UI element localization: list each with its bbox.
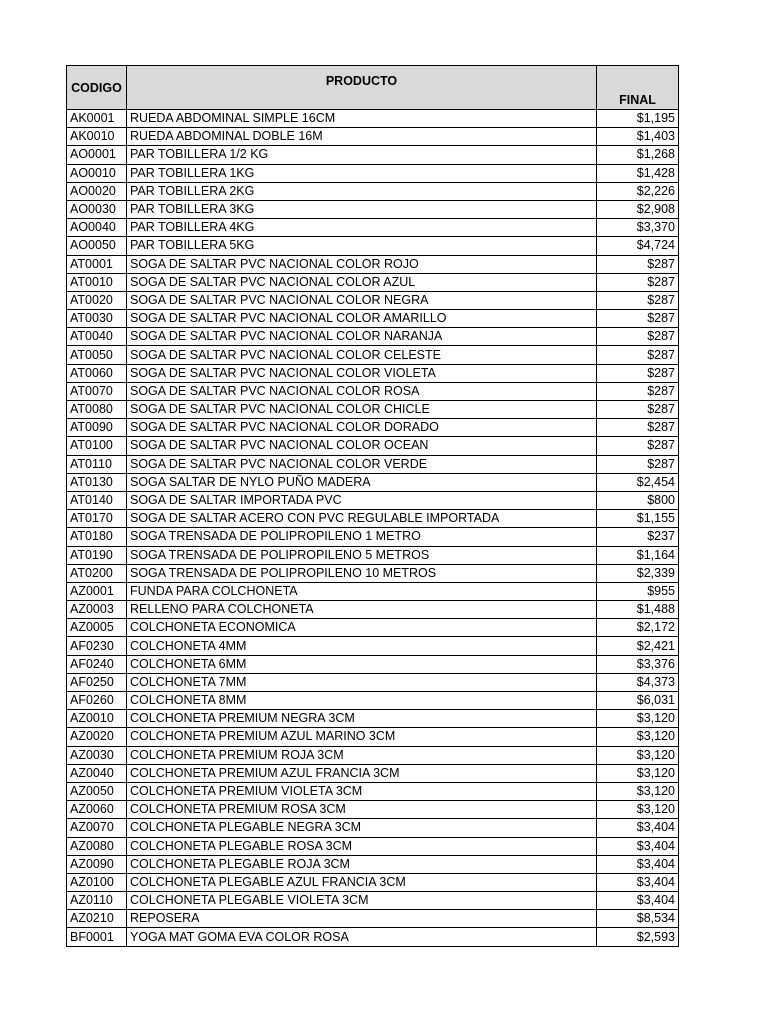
row-price: $1,195 xyxy=(597,110,679,128)
table-row xyxy=(67,564,679,582)
row-price: $287 xyxy=(597,382,679,400)
header-price: FINAL xyxy=(597,66,679,110)
table-row xyxy=(67,619,679,637)
table-row xyxy=(67,582,679,600)
table-row xyxy=(67,746,679,764)
row-code: AT0100 xyxy=(67,437,127,455)
row-product: COLCHONETA 8MM xyxy=(127,692,597,710)
row-price: $3,404 xyxy=(597,855,679,873)
row-product: COLCHONETA PREMIUM ROSA 3CM xyxy=(127,801,597,819)
table-row xyxy=(67,401,679,419)
row-product: COLCHONETA PLEGABLE VIOLETA 3CM xyxy=(127,892,597,910)
table-row xyxy=(67,291,679,309)
row-product: RELLENO PARA COLCHONETA xyxy=(127,601,597,619)
table-body xyxy=(67,110,679,947)
table-row xyxy=(67,855,679,873)
row-product: COLCHONETA PREMIUM VIOLETA 3CM xyxy=(127,782,597,800)
row-price: $1,403 xyxy=(597,128,679,146)
row-price: $287 xyxy=(597,273,679,291)
row-product: COLCHONETA PREMIUM AZUL FRANCIA 3CM xyxy=(127,764,597,782)
row-product: RUEDA ABDOMINAL SIMPLE 16CM xyxy=(127,110,597,128)
row-product: REPOSERA xyxy=(127,910,597,928)
row-product: YOGA MAT GOMA EVA COLOR ROSA xyxy=(127,928,597,946)
table-row xyxy=(67,710,679,728)
row-code: BF0001 xyxy=(67,928,127,946)
row-code: AT0080 xyxy=(67,401,127,419)
row-price: $955 xyxy=(597,582,679,600)
row-product: PAR TOBILLERA 1/2 KG xyxy=(127,146,597,164)
row-product: SOGA DE SALTAR PVC NACIONAL COLOR CELESTE xyxy=(127,346,597,364)
row-product: SOGA TRENSADA DE POLIPROPILENO 10 METROS xyxy=(127,564,597,582)
row-price: $3,404 xyxy=(597,873,679,891)
row-code: AT0070 xyxy=(67,382,127,400)
row-product: PAR TOBILLERA 2KG xyxy=(127,182,597,200)
row-code: AO0050 xyxy=(67,237,127,255)
row-product: COLCHONETA PLEGABLE ROSA 3CM xyxy=(127,837,597,855)
table-row xyxy=(67,128,679,146)
row-price: $2,908 xyxy=(597,200,679,218)
row-price: $3,120 xyxy=(597,746,679,764)
row-code: AT0090 xyxy=(67,419,127,437)
row-product: SOGA TRENSADA DE POLIPROPILENO 1 METRO xyxy=(127,528,597,546)
row-code: AO0030 xyxy=(67,200,127,218)
table-row xyxy=(67,491,679,509)
row-code: AT0140 xyxy=(67,491,127,509)
table-row xyxy=(67,146,679,164)
row-price: $3,404 xyxy=(597,819,679,837)
table-row xyxy=(67,728,679,746)
row-price: $3,120 xyxy=(597,801,679,819)
row-product: PAR TOBILLERA 1KG xyxy=(127,164,597,182)
row-code: AZ0080 xyxy=(67,837,127,855)
row-code: AZ0030 xyxy=(67,746,127,764)
row-code: AZ0040 xyxy=(67,764,127,782)
row-code: AT0110 xyxy=(67,455,127,473)
table-row xyxy=(67,382,679,400)
row-code: AT0180 xyxy=(67,528,127,546)
row-code: AO0020 xyxy=(67,182,127,200)
row-product: SOGA DE SALTAR PVC NACIONAL COLOR VERDE xyxy=(127,455,597,473)
header-product: PRODUCTO xyxy=(127,66,597,110)
table-header xyxy=(67,66,679,110)
table-row xyxy=(67,692,679,710)
table-row xyxy=(67,328,679,346)
row-product: COLCHONETA PREMIUM ROJA 3CM xyxy=(127,746,597,764)
row-price: $3,120 xyxy=(597,782,679,800)
row-code: AZ0210 xyxy=(67,910,127,928)
row-code: AO0010 xyxy=(67,164,127,182)
row-code: AF0260 xyxy=(67,692,127,710)
row-code: AT0060 xyxy=(67,364,127,382)
row-code: AT0001 xyxy=(67,255,127,273)
row-product: RUEDA ABDOMINAL DOBLE 16M xyxy=(127,128,597,146)
row-code: AZ0090 xyxy=(67,855,127,873)
row-product: PAR TOBILLERA 3KG xyxy=(127,200,597,218)
row-price: $287 xyxy=(597,401,679,419)
row-code: AO0001 xyxy=(67,146,127,164)
row-price: $4,724 xyxy=(597,237,679,255)
row-price: $2,454 xyxy=(597,473,679,491)
row-product: SOGA DE SALTAR PVC NACIONAL COLOR AMARILLO xyxy=(127,310,597,328)
row-code: AZ0070 xyxy=(67,819,127,837)
row-price: $1,164 xyxy=(597,546,679,564)
row-price: $237 xyxy=(597,528,679,546)
table-row xyxy=(67,819,679,837)
row-price: $287 xyxy=(597,346,679,364)
table-row xyxy=(67,164,679,182)
row-code: AK0001 xyxy=(67,110,127,128)
row-code: AZ0010 xyxy=(67,710,127,728)
row-product: SOGA DE SALTAR PVC NACIONAL COLOR NARANJA xyxy=(127,328,597,346)
row-price: $2,172 xyxy=(597,619,679,637)
row-product: COLCHONETA PLEGABLE AZUL FRANCIA 3CM xyxy=(127,873,597,891)
row-price: $2,421 xyxy=(597,637,679,655)
table-row xyxy=(67,601,679,619)
header-row xyxy=(67,66,679,110)
table-row xyxy=(67,637,679,655)
row-price: $287 xyxy=(597,255,679,273)
row-product: FUNDA PARA COLCHONETA xyxy=(127,582,597,600)
row-code: AT0130 xyxy=(67,473,127,491)
table-row xyxy=(67,455,679,473)
row-product: COLCHONETA 4MM xyxy=(127,637,597,655)
row-code: AT0190 xyxy=(67,546,127,564)
row-price: $287 xyxy=(597,419,679,437)
row-product: SOGA DE SALTAR ACERO CON PVC REGULABLE IMPORTADA xyxy=(127,510,597,528)
row-code: AZ0005 xyxy=(67,619,127,637)
row-product: SOGA DE SALTAR PVC NACIONAL COLOR NEGRA xyxy=(127,291,597,309)
table-row xyxy=(67,110,679,128)
row-price: $3,120 xyxy=(597,710,679,728)
row-product: COLCHONETA PREMIUM AZUL MARINO 3CM xyxy=(127,728,597,746)
row-product: SOGA DE SALTAR PVC NACIONAL COLOR CHICLE xyxy=(127,401,597,419)
row-product: SOGA TRENSADA DE POLIPROPILENO 5 METROS xyxy=(127,546,597,564)
row-code: AF0250 xyxy=(67,673,127,691)
table-row xyxy=(67,928,679,946)
table-row xyxy=(67,801,679,819)
row-price: $1,428 xyxy=(597,164,679,182)
table-row xyxy=(67,655,679,673)
row-code: AT0170 xyxy=(67,510,127,528)
row-price: $6,031 xyxy=(597,692,679,710)
row-product: PAR TOBILLERA 5KG xyxy=(127,237,597,255)
row-code: AT0200 xyxy=(67,564,127,582)
row-product: COLCHONETA PLEGABLE NEGRA 3CM xyxy=(127,819,597,837)
row-price: $287 xyxy=(597,364,679,382)
row-code: AK0010 xyxy=(67,128,127,146)
table-row xyxy=(67,364,679,382)
row-product: SOGA DE SALTAR IMPORTADA PVC xyxy=(127,491,597,509)
row-product: COLCHONETA PREMIUM NEGRA 3CM xyxy=(127,710,597,728)
row-price: $3,404 xyxy=(597,892,679,910)
row-code: AZ0060 xyxy=(67,801,127,819)
row-price: $1,488 xyxy=(597,601,679,619)
row-product: SOGA SALTAR DE NYLO PUÑO MADERA xyxy=(127,473,597,491)
row-price: $3,376 xyxy=(597,655,679,673)
row-price: $3,370 xyxy=(597,219,679,237)
row-code: AT0050 xyxy=(67,346,127,364)
row-price: $287 xyxy=(597,310,679,328)
table-row xyxy=(67,182,679,200)
table-row xyxy=(67,673,679,691)
row-code: AF0230 xyxy=(67,637,127,655)
table-row xyxy=(67,219,679,237)
row-product: SOGA DE SALTAR PVC NACIONAL COLOR VIOLETA xyxy=(127,364,597,382)
row-price: $287 xyxy=(597,437,679,455)
row-code: AF0240 xyxy=(67,655,127,673)
table-row xyxy=(67,764,679,782)
row-price: $8,534 xyxy=(597,910,679,928)
row-price: $3,404 xyxy=(597,837,679,855)
table-row xyxy=(67,255,679,273)
table-row xyxy=(67,892,679,910)
row-price: $2,226 xyxy=(597,182,679,200)
row-code: AZ0001 xyxy=(67,582,127,600)
row-price: $800 xyxy=(597,491,679,509)
table-row xyxy=(67,273,679,291)
row-price: $287 xyxy=(597,328,679,346)
row-price: $2,593 xyxy=(597,928,679,946)
table-row xyxy=(67,873,679,891)
row-product: SOGA DE SALTAR PVC NACIONAL COLOR AZUL xyxy=(127,273,597,291)
table-row xyxy=(67,782,679,800)
row-price: $2,339 xyxy=(597,564,679,582)
row-price: $3,120 xyxy=(597,728,679,746)
row-code: AO0040 xyxy=(67,219,127,237)
table-row xyxy=(67,473,679,491)
row-product: SOGA DE SALTAR PVC NACIONAL COLOR ROJO xyxy=(127,255,597,273)
row-product: PAR TOBILLERA 4KG xyxy=(127,219,597,237)
row-product: COLCHONETA 7MM xyxy=(127,673,597,691)
price-list-table xyxy=(66,65,679,947)
row-code: AZ0110 xyxy=(67,892,127,910)
row-code: AZ0050 xyxy=(67,782,127,800)
row-code: AZ0003 xyxy=(67,601,127,619)
row-code: AZ0020 xyxy=(67,728,127,746)
row-code: AT0020 xyxy=(67,291,127,309)
header-code: CODIGO xyxy=(67,66,127,110)
row-code: AT0010 xyxy=(67,273,127,291)
table-row xyxy=(67,837,679,855)
table-row xyxy=(67,910,679,928)
table-row xyxy=(67,419,679,437)
row-product: COLCHONETA 6MM xyxy=(127,655,597,673)
table-row xyxy=(67,546,679,564)
row-price: $287 xyxy=(597,455,679,473)
row-price: $1,268 xyxy=(597,146,679,164)
table-row xyxy=(67,200,679,218)
table-row xyxy=(67,346,679,364)
row-product: SOGA DE SALTAR PVC NACIONAL COLOR DORADO xyxy=(127,419,597,437)
row-price: $287 xyxy=(597,291,679,309)
row-code: AZ0100 xyxy=(67,873,127,891)
table-row xyxy=(67,310,679,328)
row-product: SOGA DE SALTAR PVC NACIONAL COLOR OCEAN xyxy=(127,437,597,455)
row-price: $4,373 xyxy=(597,673,679,691)
row-product: COLCHONETA PLEGABLE ROJA 3CM xyxy=(127,855,597,873)
row-product: COLCHONETA ECONOMICA xyxy=(127,619,597,637)
table-row xyxy=(67,237,679,255)
table-row xyxy=(67,437,679,455)
row-product: SOGA DE SALTAR PVC NACIONAL COLOR ROSA xyxy=(127,382,597,400)
table-row xyxy=(67,528,679,546)
row-price: $3,120 xyxy=(597,764,679,782)
row-code: AT0040 xyxy=(67,328,127,346)
table-row xyxy=(67,510,679,528)
row-price: $1,155 xyxy=(597,510,679,528)
row-code: AT0030 xyxy=(67,310,127,328)
